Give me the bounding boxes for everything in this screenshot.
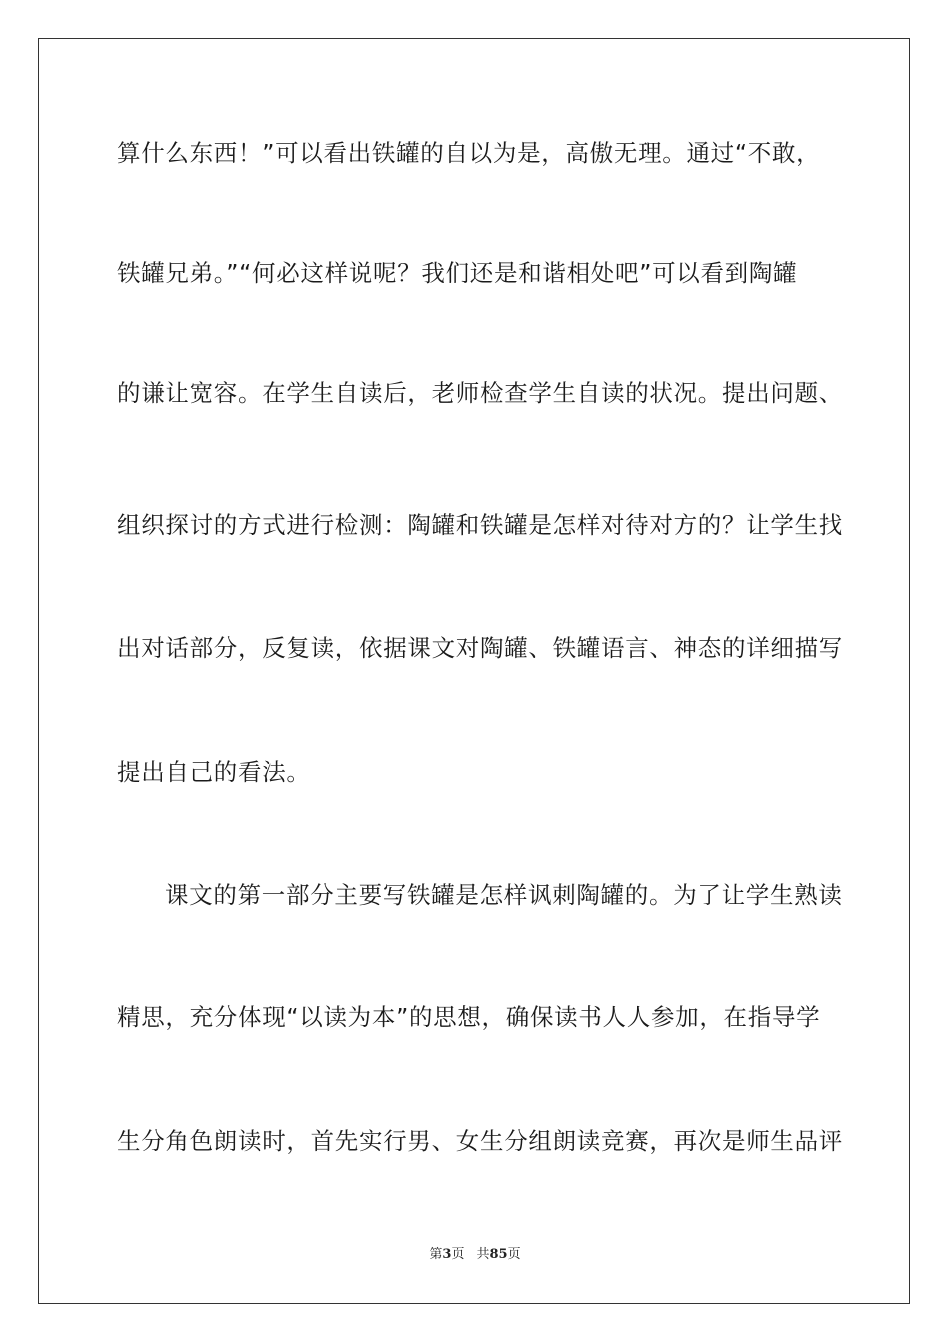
total-prefix: 共 — [476, 1247, 490, 1262]
text-line-2: 铁罐兄弟。”“何必这样说呢？我们还是和谐相处吧”可以看到陶罐 — [117, 259, 798, 287]
page-suffix: 页 — [451, 1247, 465, 1262]
total-suffix: 页 — [507, 1247, 521, 1262]
text-line-4: 组织探讨的方式进行检测：陶罐和铁罐是怎样对待对方的？让学生找 — [117, 511, 843, 539]
text-line-6: 提出自己的看法。 — [117, 758, 311, 786]
paragraph-2-line-2: 精思，充分体现“以读为本”的思想，确保读书人人参加，在指导学 — [117, 1003, 821, 1031]
text-line-3: 的谦让宽容。在学生自读后，老师检查学生自读的状况。提出问题、 — [117, 379, 843, 407]
page-prefix: 第 — [429, 1247, 443, 1262]
text-line-1: 算什么东西！”可以看出铁罐的自以为是，高傲无理。通过“不敢， — [117, 139, 821, 167]
paragraph-2-line-1: 课文的第一部分主要写铁罐是怎样讽刺陶罐的。为了让学生熟读 — [165, 881, 843, 909]
page-footer — [0, 1243, 950, 1262]
page-number: 3 — [442, 1247, 452, 1262]
paragraph-2-line-3: 生分角色朗读时，首先实行男、女生分组朗读竞赛，再次是师生品评 — [117, 1127, 843, 1155]
text-line-5: 出对话部分，反复读，依据课文对陶罐、铁罐语言、神态的详细描写 — [117, 634, 843, 662]
total-pages: 85 — [489, 1247, 508, 1262]
page-border — [38, 38, 910, 1304]
